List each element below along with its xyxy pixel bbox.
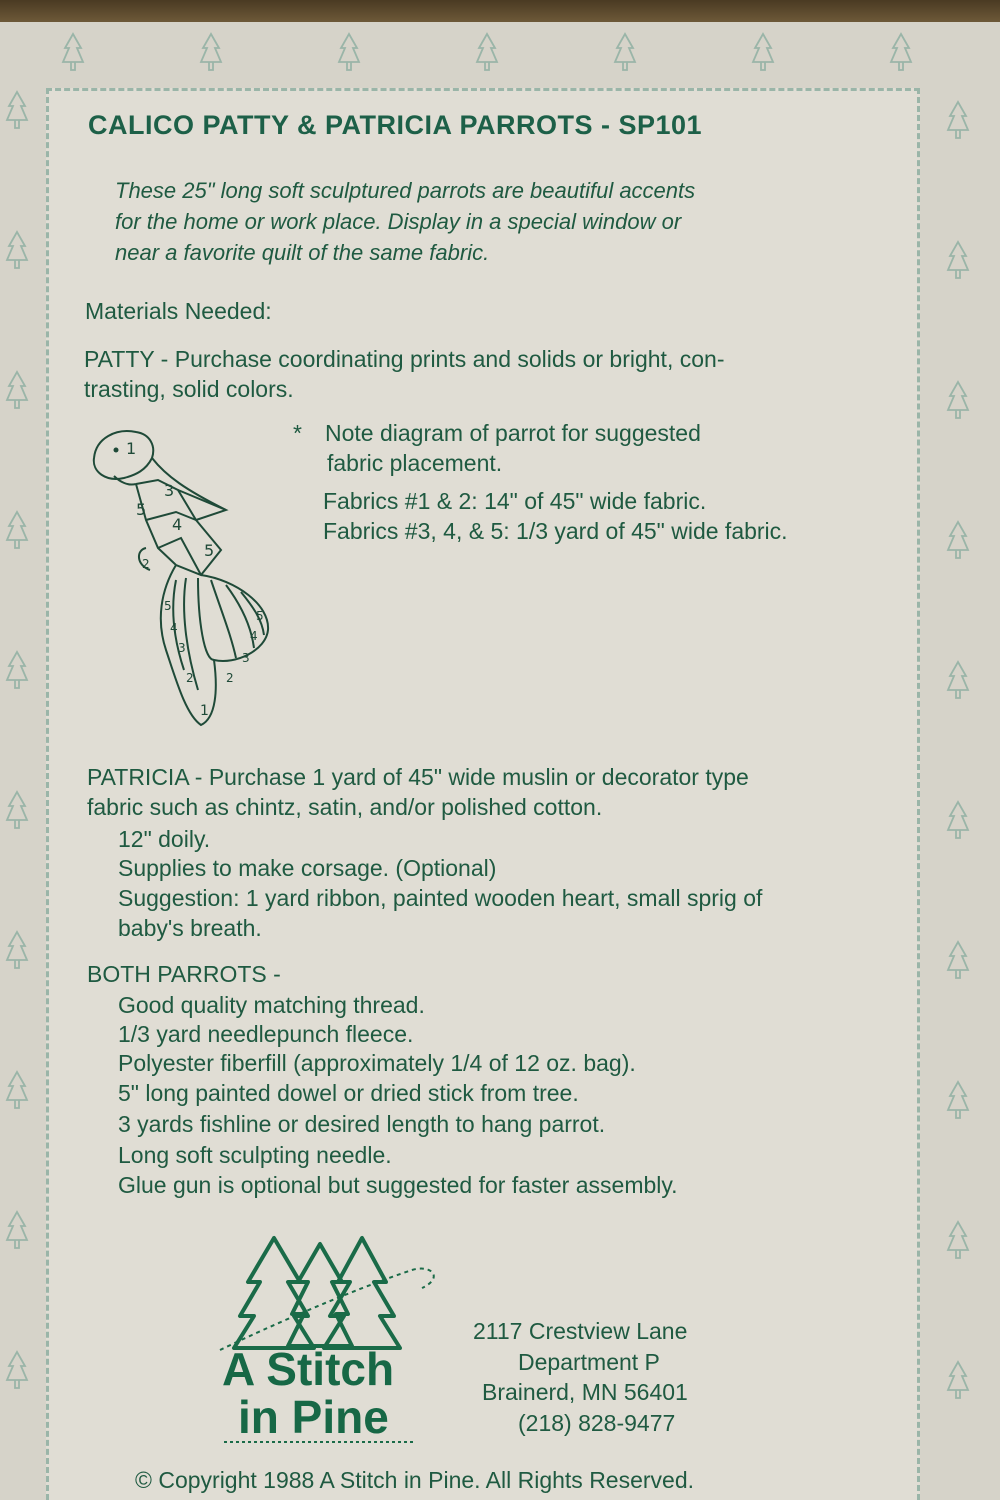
parrot-wing-line xyxy=(146,512,196,520)
both-item: Long soft sculpting needle. xyxy=(118,1142,392,1168)
tree-icon xyxy=(4,650,30,692)
both-item: Polyester fiberfill (approximately 1/4 of 12 oz. bag). xyxy=(118,1050,636,1076)
patricia-item: Suggestion: 1 yard ribbon, painted wooden heart, small sprig of xyxy=(118,885,763,911)
intro-line: for the home or work place. Display in a special window or xyxy=(115,209,682,234)
patricia-item: baby's breath. xyxy=(118,915,262,941)
diagram-label: 1 xyxy=(200,703,209,719)
tree-icon xyxy=(945,1360,971,1402)
diagram-label: 1 xyxy=(126,439,137,458)
pine-trees-icon xyxy=(212,1230,442,1360)
note-line: Note diagram of parrot for suggested xyxy=(325,420,701,446)
intro-line: near a favorite quilt of the same fabric. xyxy=(115,240,490,265)
both-item: 5" long painted dowel or dried stick from tree. xyxy=(118,1080,579,1106)
address-phone: (218) 828-9477 xyxy=(518,1410,676,1436)
tree-icon xyxy=(198,32,224,74)
patty-line: trasting, solid colors. xyxy=(84,376,294,402)
both-item: Good quality matching thread. xyxy=(118,992,425,1018)
diagram-label: 2 xyxy=(226,671,234,685)
tree-icon xyxy=(4,1210,30,1252)
tail-feather-line xyxy=(211,580,236,658)
both-item: 3 yards fishline or desired length to hang parrot. xyxy=(118,1111,606,1137)
tree-icon xyxy=(750,32,776,74)
tree-icon xyxy=(612,32,638,74)
intro-line: These 25" long soft sculptured parrots are beautiful accents xyxy=(115,178,696,203)
tree-icon xyxy=(336,32,362,74)
tree-icon xyxy=(945,1080,971,1122)
tree-icon xyxy=(945,1220,971,1262)
parrot-head-outline xyxy=(94,431,153,479)
tree-icon xyxy=(945,100,971,142)
patricia-line: fabric such as chintz, satin, and/or polished cotton. xyxy=(87,794,603,820)
fabric-line: Fabrics #3, 4, & 5: 1/3 yard of 45" wide fabric. xyxy=(323,518,788,544)
address-street: 2117 Crestview Lane xyxy=(473,1318,688,1344)
diagram-label: 5 xyxy=(164,599,172,613)
logo-line: A Stitch xyxy=(222,1343,395,1395)
tree-icon xyxy=(945,800,971,842)
diagram-label: 5 xyxy=(204,541,215,560)
stitch-line-icon xyxy=(220,1436,420,1448)
copyright-text: © Copyright 1988 A Stitch in Pine. All Rights Reserved. xyxy=(135,1467,695,1493)
tree-icon xyxy=(888,32,914,74)
address-city: Brainerd, MN 56401 xyxy=(482,1379,688,1405)
patty-line: PATTY - Purchase coordinating prints and solids or bright, con- xyxy=(84,346,725,372)
tree-icon xyxy=(4,790,30,832)
tree-icon xyxy=(4,930,30,972)
parrot-wing-line xyxy=(158,538,201,575)
diagram-label: 3 xyxy=(164,481,175,500)
both-item: 1/3 yard needlepunch fleece. xyxy=(118,1021,414,1047)
patricia-line: PATRICIA - Purchase 1 yard of 45" wide muslin or decorator type xyxy=(87,764,749,790)
parrot-diagram xyxy=(86,420,286,735)
intro-text xyxy=(115,175,695,268)
tree-icon xyxy=(4,1350,30,1392)
tree-border-top xyxy=(0,22,1000,88)
diagram-label: 5 xyxy=(256,609,264,623)
tree-icon xyxy=(4,230,30,272)
fabric-line: Fabrics #1 & 2: 14" of 45" wide fabric. xyxy=(323,488,707,514)
tree-icon xyxy=(945,240,971,282)
note-bullet: * xyxy=(293,420,302,446)
tree-icon xyxy=(4,510,30,552)
diagram-label: 2 xyxy=(186,671,194,685)
diagram-label: 4 xyxy=(172,515,183,534)
diagram-label: 2 xyxy=(142,557,150,571)
logo-line: in Pine xyxy=(238,1391,389,1443)
page-title: CALICO PATTY & PATRICIA PARROTS - SP101 xyxy=(88,110,703,140)
parrot-eye xyxy=(114,448,119,453)
patricia-item: Supplies to make corsage. (Optional) xyxy=(118,855,497,881)
address-dept: Department P xyxy=(518,1349,660,1375)
tail-feather-line xyxy=(198,578,214,660)
tree-icon xyxy=(945,940,971,982)
both-heading: BOTH PARROTS - xyxy=(87,961,281,987)
diagram-label: 3 xyxy=(178,641,186,655)
note-line: fabric placement. xyxy=(327,450,503,476)
parrot-wing-line xyxy=(178,490,226,510)
tree-icon xyxy=(4,90,30,132)
stitch-in-pine-logo xyxy=(212,1230,442,1450)
tree-icon xyxy=(4,370,30,412)
both-item: Glue gun is optional but suggested for faster assembly. xyxy=(118,1172,678,1198)
diagram-label: 4 xyxy=(250,629,258,643)
tree-icon xyxy=(945,660,971,702)
diagram-label: 5 xyxy=(136,500,147,519)
tree-icon xyxy=(4,1070,30,1112)
tree-icon xyxy=(474,32,500,74)
patricia-item: 12" doily. xyxy=(118,826,211,852)
tree-icon xyxy=(945,380,971,422)
diagram-label: 4 xyxy=(170,621,178,635)
tree-icon xyxy=(945,520,971,562)
materials-heading: Materials Needed: xyxy=(85,298,272,324)
diagram-label: 3 xyxy=(242,651,250,665)
tree-icon xyxy=(60,32,86,74)
